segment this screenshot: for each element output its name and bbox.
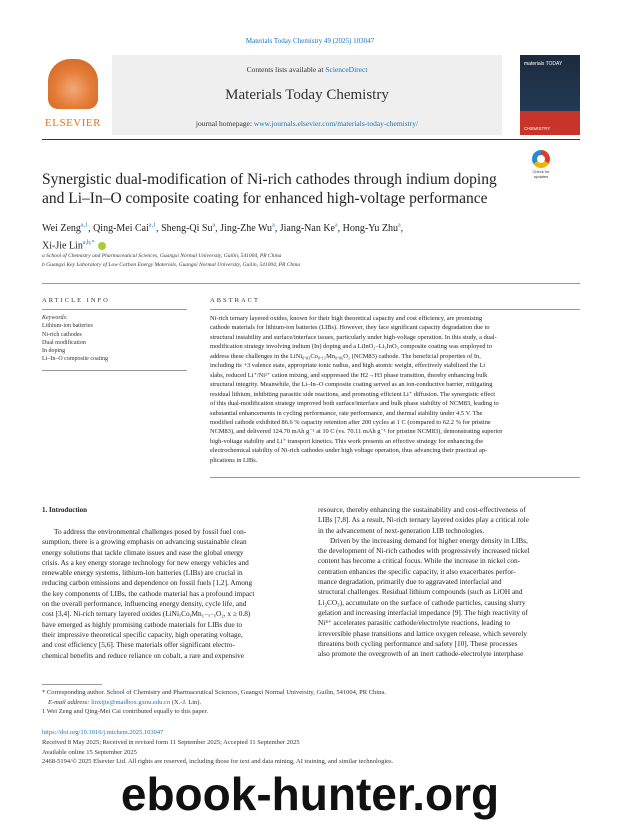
cover-title: materials TODAY [524,61,563,67]
keyword: Dual modification [42,339,86,346]
doi-link[interactable]: https://doi.org/10.1016/j.mtchem.2025.103047 [42,729,164,736]
author-name[interactable]: Hong-Yu Zhu [342,223,398,235]
body-text-line: resource, thereby enhancing the sustainability and cost-effectiveness of [318,505,526,514]
abstract-line: modified cathode exhibited 86.6 % capacity retention after 200 cycles at 1 C (compared to 62.2 % for pristine [210,418,491,426]
article-info-heading: ARTICLE INFO [42,297,110,304]
body-text-line: To address the environmental challenges posed by fossil fuel con- [54,527,247,536]
header-divider [42,139,580,140]
contents-prefix: Contents lists available at [246,65,326,74]
copyright-line: 2468-5194/© 2025 Elsevier Ltd. All rights are reserved, including those for text and data mining, AI training, and similar technologies. [42,758,394,766]
abstract-line: NCM83), and delivered 124.70 mAh g⁻¹ at 10 C (vs. 70.11 mAh g⁻¹ for pristine NCM83), demonstrating superior [210,428,503,436]
author-affil-sup[interactable]: a,1 [80,223,89,229]
body-text-line: LIBs [7,8]. As a result, Ni-rich ternary layered oxides play a critical role [318,515,529,525]
abstract-line: plications in LIBs. [210,456,258,464]
sciencedirect-link[interactable]: ScienceDirect [325,65,368,74]
author-name[interactable]: Jiang-Nan Ke [279,223,335,235]
author-affil-sup[interactable]: a,b,* [82,240,95,247]
body-text-line: reducing carbon emissions and dependence on fossil fuels [1,2]. Among [42,578,253,588]
received-dates: Received 8 May 2025; Received in revised form 11 September 2025; Accepted 11 September 2025 [42,738,300,746]
abstract-heading: ABSTRACT [210,297,260,304]
author-affil-sup[interactable]: a [335,223,338,229]
available-online: Available online 15 September 2025 [42,748,137,756]
author-name[interactable]: Jing-Zhe Wu [220,223,273,235]
abstract-line: substantial enhancements in cycling performance, rate performance, and thermal stability under 4.5 V. The [210,409,483,417]
body-text-line: also promote the overgrowth of an inert cathode-electrolyte interphase [318,649,524,659]
author-affil-sup[interactable]: a [397,223,401,229]
abstract-line: electrochemical stability of Ni-rich cathodes under high voltage operation, thus advancing their practical ap- [210,447,488,455]
body-text-line: structural challenges. Residual lithium compounds (such as LiOH and [318,587,523,597]
body-text-line: the key components of LIBs, the cathode material has a profound impact [42,588,255,598]
abstract-end-rule [210,477,580,478]
homepage-line [112,119,502,128]
intro-right-column [318,505,576,659]
keywords-label: Keywords: [42,315,68,321]
body-text-line: irreversible phase transitions and lattice oxygen release, which severely [318,628,527,638]
keyword: Li–In–O composite coating [42,356,108,363]
body-text-line: content has become a critical focus. While the increase in nickel con- [318,556,521,566]
body-text-line: centration enhances the specific capacity, it also exacerbates perfor- [318,566,516,576]
body-text-line: on the overall performance, influencing energy density, cycle life, and [42,599,247,609]
email-suffix: (X.-J. Lin). [170,698,202,706]
abstract-line: cathode materials for lithium-ion batteries (LIBs). However, they face significant capacity degradation due to [210,324,490,332]
abstract-line: including its +3 valence state, appropriate ionic radius, and high atomic weight, effectively stabilized the Li [210,362,486,370]
equal-contribution-note: 1 Wei Zeng and Qing-Mei Cai contributed equally to this paper. [42,708,208,715]
body-text-line: in the advancement of next-generation LIB technologies. [318,525,485,535]
corresponding-author-note: * Corresponding author. School of Chemistry and Pharmaceutical Sciences, Guangxi Normal University, Guilin, 541004, PR China. [42,689,386,696]
abstract-line: modification strategy involving indium (In) doping and a LiInO₂–Li₃InO₃ composite coating was employed to [210,343,492,351]
abstract-line: structural instability and surface/interface issues, particularly under high-voltage operation. In this study, a dual- [210,333,497,341]
keywords-block [42,314,187,364]
email-link[interactable]: linxijie@mailbox.gxnu.edu.cn [91,698,171,706]
journal-header [42,55,580,135]
body-text-line: gelation and increasing interfacial impedance [9]. The high reactivity of [318,607,528,617]
watermark-text: ebook-hunter.org [120,768,500,820]
author-name[interactable]: Wei Zeng [42,223,81,235]
homepage-link[interactable]: www.journals.elsevier.com/materials-today-chemistry/ [253,119,419,128]
journal-cover-image [520,55,580,135]
abstract-line: high-voltage stability and Li⁺ transport kinetics. This work presents an effective strategy for enhancing the [210,437,484,445]
publication-details [42,728,580,767]
cover-subtitle: CHEMISTRY [524,126,551,131]
journal-info-box [112,55,502,135]
body-text-line: renewable energy systems, lithium-ion batteries (LIBs) are crucial in [42,568,243,578]
abstract-line: Ni-rich ternary layered oxides, known for their high theoretical capacity and cost efficiency, are promising [210,315,483,322]
author-list: Wei Zeng$^{a,1}$, Qing-Mei Cai$^{a,1}$, Sheng-Qi Su$^a$, Jing-Zhe Wu$^a$, Jiang-Nan Ke$^a$, Hong-Yu Zhu$^a$, Xi-Jie Lin$^{a,b,*}$ [42,223,404,252]
author-affil-sup[interactable]: a,1 [148,223,157,229]
intro-left-column [42,527,300,661]
body-text-line: the development of Ni-rich cathodes with progressively increased nickel [318,546,530,556]
body-text-line: sumption, there is a growing emphasis on advancing sustainable clean [42,537,247,547]
section-heading-introduction: 1. Introduction [42,506,87,514]
author-name[interactable]: Xi-Jie Lin [42,240,83,252]
keyword: In doping [42,348,66,355]
abstract-text [210,314,580,465]
body-text-line: mance degradation, primarily due to aggravated interfacial and [318,577,502,587]
abstract-line: of this dual-modification strategy improved both surface/interface and bulk phase stability of NCM83, leading to [210,400,499,408]
author-name[interactable]: Qing-Mei Cai [93,223,149,235]
abstract-line: slabs, reduced Li⁺/Ni²⁺ cation mixing, and suppressed the H2→H3 phase transition, thereby enhancing bulk [210,371,488,379]
elsevier-logo [42,57,104,133]
body-text-line: Ni⁴⁺ accelerates parasitic cathode/electrolyte reactions, leading to [318,618,511,628]
crossmark-label: Check for updates [532,169,550,179]
author-affil-sup[interactable]: a [212,223,216,229]
journal-citation-link[interactable]: Materials Today Chemistry 49 (2025) 103047 [245,37,375,45]
body-text-line: their impressive theoretical specific capacity, high operating voltage, [42,629,243,639]
footnotes [42,688,580,717]
keyword: Ni-rich cathodes [42,331,82,338]
body-text-line: cost [3,4]. Ni-rich ternary layered oxides (LiNiₓCoᵧMn₁₋ₓ₋ᵧO₂, x ≥ 0.8) [42,609,251,619]
keywords-rule [42,370,187,371]
body-text-line: and cost efficiency [5,6]. These materials offer significant electro- [42,640,235,650]
article-title: Synergistic dual-modification of Ni-rich cathodes through indium doping and Li–In–O composite coating for enhanced high-voltage performance [42,171,497,207]
body-text-line: crisis. As a key energy storage technology for new energy vehicles and [42,557,249,567]
body-text-line: energy solutions that tackle climate issues and ease the global energy [42,547,244,557]
homepage-prefix: journal homepage: [195,119,254,128]
orcid-icon[interactable] [98,242,106,250]
crossmark-icon [532,150,550,168]
check-for-updates-button[interactable] [528,150,554,182]
body-text-line: threatens both cycling performance and safety [10]. These processes [318,638,518,648]
affiliation-a: a School of Chemistry and Pharmaceutical Sciences, Guangxi Normal University, Guilin, 541004, PR China [42,253,282,259]
body-text-line: Driven by the increasing demand for higher energy density in LIBs, [330,535,528,545]
abstract-line: structural integrity. Meanwhile, the Li–In–O composite coating served as an ion-conductive barrier, mitigating [210,381,493,389]
abstract-rule [210,309,580,310]
email-prefix: E-mail address: [48,698,92,706]
abstract-line: address these challenges in the LiNi₀.₈₃Co₀.₁₁Mn₀.₀₆O₂ (NCM83) cathode. The beneficial properties of In, [210,352,481,360]
publisher-name: ELSEVIER [45,117,101,129]
body-text-line: Li₂CO₃), accumulate on the surface of cathode particles, causing slurry [318,597,526,607]
info-rule [42,309,187,310]
email-note [42,698,580,708]
elsevier-tree-icon [48,59,98,109]
body-text-line: chemical benefits and reduce reliance on cobalt, a rare and expensive [42,650,244,660]
author-affil-sup[interactable]: a [272,223,275,229]
affiliation-divider [42,283,580,284]
journal-title: Materials Today Chemistry [225,87,389,103]
affiliation-b: b Guangxi Key Laboratory of Low Carbon Energy Materials, Guangxi Normal University, Guilin, 541004, PR China [42,262,301,268]
keyword: Lithium-ion batteries [42,323,93,330]
body-text-line: have emerged as highly promising cathode materials for LIBs due to [42,619,243,629]
author-name[interactable]: Sheng-Qi Su [161,223,213,235]
contents-line [112,65,502,74]
abstract-line: residual lithium, inhibiting parasitic side reactions, and promoting efficient Li⁺ diffusion. The synergistic effect [210,390,495,398]
footnote-rule [42,684,102,685]
